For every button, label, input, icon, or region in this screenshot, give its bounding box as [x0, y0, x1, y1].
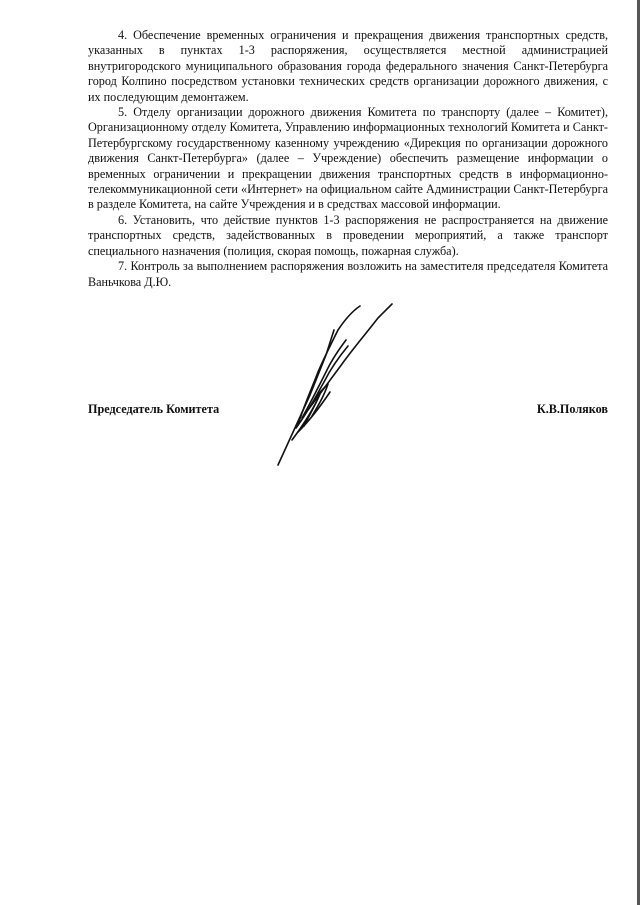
- document-body: [88, 28, 608, 290]
- paragraph-7: 7. Контроль за выполнением распоряжения возложить на заместителя председателя Комитета Ваньчкова Д.Ю.: [88, 259, 608, 289]
- paragraph-6: 6. Установить, что действие пунктов 1-3 распоряжения не распространяется на движение транспортных средств, задействованных в проведении мероприятий, а также транспорт специального назначения (полиция, скорая помощь, пожарная служба).: [88, 212, 608, 258]
- paragraph-4: 4. Обеспечение временных ограничения и прекращения движения транспортных средств, указанных в пунктах 1-3 распоряжения, осуществляется местной администрацией внутригородского муниципального образования города федерального значения Санкт-Петербурга город Колпино посредством установки технических средств организации дорожного движения, с их последующим демонтажем.: [88, 28, 608, 104]
- signatory-name: К.В.Поляков: [536, 402, 608, 416]
- paragraph-5: 5. Отделу организации дорожного движения Комитета по транспорту (далее – Комитет), Организационному отделу Комитета, Управлению информационных технологий Комитета и Санкт-Петербургскому государственному казенному учреждению «Дирекция по организации дорожного движения Санкт-Петербурга» (далее – Учреждение) обеспечить размещение информации о временных ограничении и прекращении движения транспортных средств в информационно-телекоммуникационной сети «Интернет» на официальном сайте Администрации Санкт-Петербурга в разделе Комитета, на сайте Учреждения и в средствах массовой информации.: [88, 105, 608, 212]
- handwritten-signature: [268, 300, 398, 470]
- signatory-position: Председатель Комитета: [88, 402, 220, 416]
